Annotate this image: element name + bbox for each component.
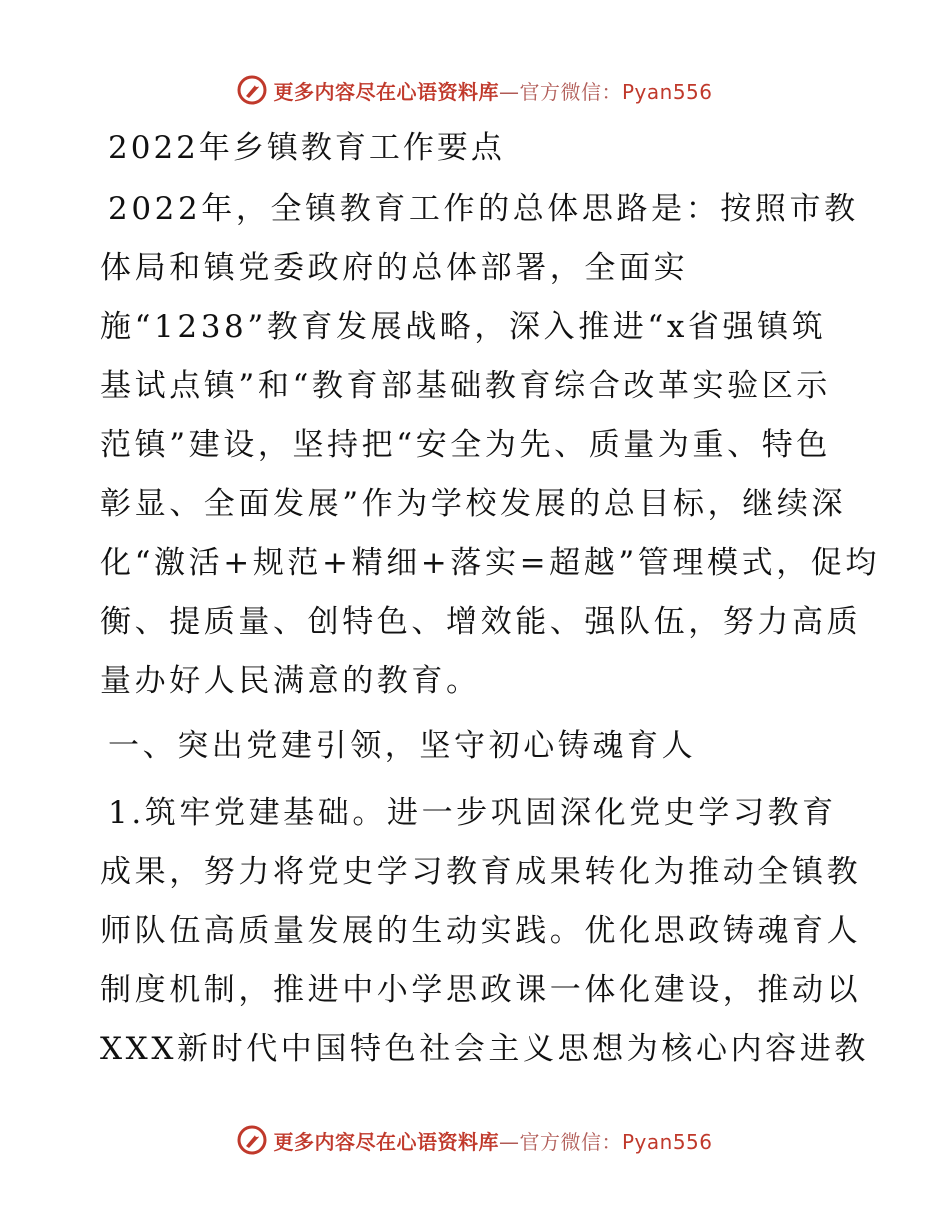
section-heading: 一、突出党建引领，坚守初心铸魂育人 xyxy=(108,728,697,764)
intro-line: 范镇”建设，坚持把“安全为先、质量为重、特色 xyxy=(100,427,831,463)
pen-nib-logo-icon xyxy=(237,75,267,105)
item-1-paragraph xyxy=(100,784,870,1079)
intro-line: 化“激活+规范+精细+落实=超越”管理模式，促均 xyxy=(100,545,880,581)
intro-line: 施“1238”教育发展战略，深入推进“x省强镇筑 xyxy=(100,309,827,345)
watermark-main-text: 更多内容尽在心语资料库 xyxy=(273,1129,499,1154)
watermark-text xyxy=(273,76,712,105)
watermark-handle: Pyan556 xyxy=(621,79,713,104)
watermark-main-text: 更多内容尽在心语资料库 xyxy=(273,79,499,104)
watermark-text xyxy=(273,1126,712,1155)
watermark-banner-top xyxy=(0,70,950,110)
watermark-label: 官方微信： xyxy=(519,1129,622,1154)
intro-line: 基试点镇”和“教育部基础教育综合改革实验区示 xyxy=(100,368,831,404)
watermark-label: 官方微信： xyxy=(519,79,622,104)
watermark-dash: — xyxy=(498,1129,520,1154)
item-line: XXX新时代中国特色社会主义思想为核心内容进教 xyxy=(100,1031,870,1067)
watermark-banner-bottom xyxy=(0,1120,950,1160)
item-line: 制度机制，推进中小学思政课一体化建设，推动以 xyxy=(100,972,862,1008)
item-line: 师队伍高质量发展的生动实践。优化思政铸魂育人 xyxy=(100,913,862,949)
watermark-handle: Pyan556 xyxy=(621,1129,713,1154)
intro-line: 体局和镇党委政府的总体部署，全面实 xyxy=(100,250,689,286)
document-body xyxy=(100,120,880,1079)
intro-paragraph xyxy=(100,180,880,711)
intro-line: 量办好人民满意的教育。 xyxy=(100,663,481,699)
pen-nib-logo-icon xyxy=(237,1125,267,1155)
intro-line: 衡、提质量、创特色、增效能、强队伍，努力高质 xyxy=(100,604,862,640)
document-title: 2022年乡镇教育工作要点 xyxy=(108,130,505,166)
intro-line: 2022年，全镇教育工作的总体思路是：按照市教 xyxy=(108,191,859,227)
item-line: 1.筑牢党建基础。进一步巩固深化党史学习教育 xyxy=(108,795,837,831)
watermark-dash: — xyxy=(498,79,520,104)
intro-line: 彰显、全面发展”作为学校发展的总目标，继续深 xyxy=(100,486,847,522)
item-line: 成果，努力将党史学习教育成果转化为推动全镇教 xyxy=(100,854,862,890)
